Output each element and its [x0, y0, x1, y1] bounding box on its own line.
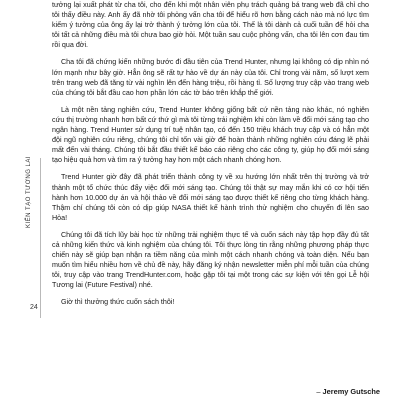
- paragraph: Cha tôi đã chứng kiến những bước đi đầu tiên của Trend Hunter, nhưng lại không có dịp nhìn nó lớn mạnh như bây giờ. Hẳn ông sẽ rất tự hào về dự án này của tôi. Chỉ trong vài năm, số lượt xem trên trang web đã tăng từ vài nghìn lên đến hàng triệu, rồi hàng tỉ. Số lượng truy cập vào trang web của chúng tôi bắt đầu cao hơn phần lớn các tờ báo trên khắp thế giới.: [52, 58, 369, 97]
- paragraph: Chúng tôi đã tích lũy bài học từ những trải nghiệm thực tế và cuốn sách này tập hợp đầy đủ tất cả những kiến thức và kinh nghiệm của chúng tôi. Tôi thực lòng tin rằng những phương pháp thực chiến này sẽ giúp bạn nhận ra tiềm năng của mình một cách nhanh chóng và toàn diện. Nếu bạn muốn tìm hiểu nhiều hơn về chủ đề này, hãy đăng ký nhận newsletter miễn phí mỗi tuần của chúng tôi, truy cập vào trang TrendHunter.com, hoặc gặp tôi tại một trong các sự kiện với tên gọi Lễ hội Tương lai (Future Festival) nhé.: [52, 230, 369, 290]
- margin-divider: [40, 158, 41, 318]
- paragraph: Trend Hunter giờ đây đã phát triển thành công ty về xu hướng lớn nhất trên thị trường và trở thành một tổ chức thúc đẩy việc đổi mới sáng tạo. Chúng tôi thật sự may mắn khi có cơ hội tiến hành hơn 10.000 dự án và hội thảo về đổi mới sáng tạo được thiết kế riêng cho từng khách hàng. Thậm chí chúng tôi còn có dịp giúp NASA thiết kế hành trình thử nghiệm cho chuyến đi lên sao Hỏa!: [52, 173, 369, 222]
- paragraph: Giờ thì thưởng thức cuốn sách thôi!: [61, 298, 175, 307]
- page-number: 24: [30, 304, 38, 311]
- paragraph: tưởng lại xuất phát từ cha tôi, cho đến khi một nhân viên phụ trách quảng bá trang web đã chỉ cho tôi thấy điều này. Anh ấy đã nhờ tôi phỏng vấn cha tôi để hiểu rõ hơn bằng cách nào mà nó lực tìm kiếm ý tưởng của ông ấy lại trở thành ý tưởng lớn của tôi. Thế là tôi dành cả cuối tuần để hỏi cha tôi tất cả những điều mà tôi chưa bao giờ hỏi. Một tuần sau cuộc phỏng vấn, cha tôi lên cơn đau tim rồi qua đời.: [52, 1, 369, 50]
- body-text: [52, 0, 369, 400]
- paragraph: Là một nền tảng nghiên cứu, Trend Hunter không giống bất cứ nền tảng nào khác, nó nghiên cứu thị trường nhanh hơn bất cứ thứ gì mà tôi từng trải nghiệm khi còn làm về đổi mới sáng tạo cho ngân hàng. Trend Hunter sử dụng trí tuệ nhân tạo, có đến 150 triệu khách truy cập và có hẳn một đội ngũ nghiên cứu riêng, chúng tôi chỉ tốn vài giờ để hoàn thành những nghiên cứu đáng lẽ phải mất đến vài tháng. Chúng tôi bắt đầu thiết kế báo cáo riêng cho các công ty, giúp họ đổi mới sáng tạo hiệu quả hơn và tìm ra ý tưởng hay hơn một cách nhanh chóng hơn.: [52, 105, 369, 165]
- signature-dash: –: [316, 387, 323, 396]
- author-signature: [316, 387, 380, 396]
- author-name: Jeremy Gutsche: [322, 387, 380, 396]
- book-title-vertical: KIẾN TẠO TƯƠNG LAI: [26, 155, 32, 228]
